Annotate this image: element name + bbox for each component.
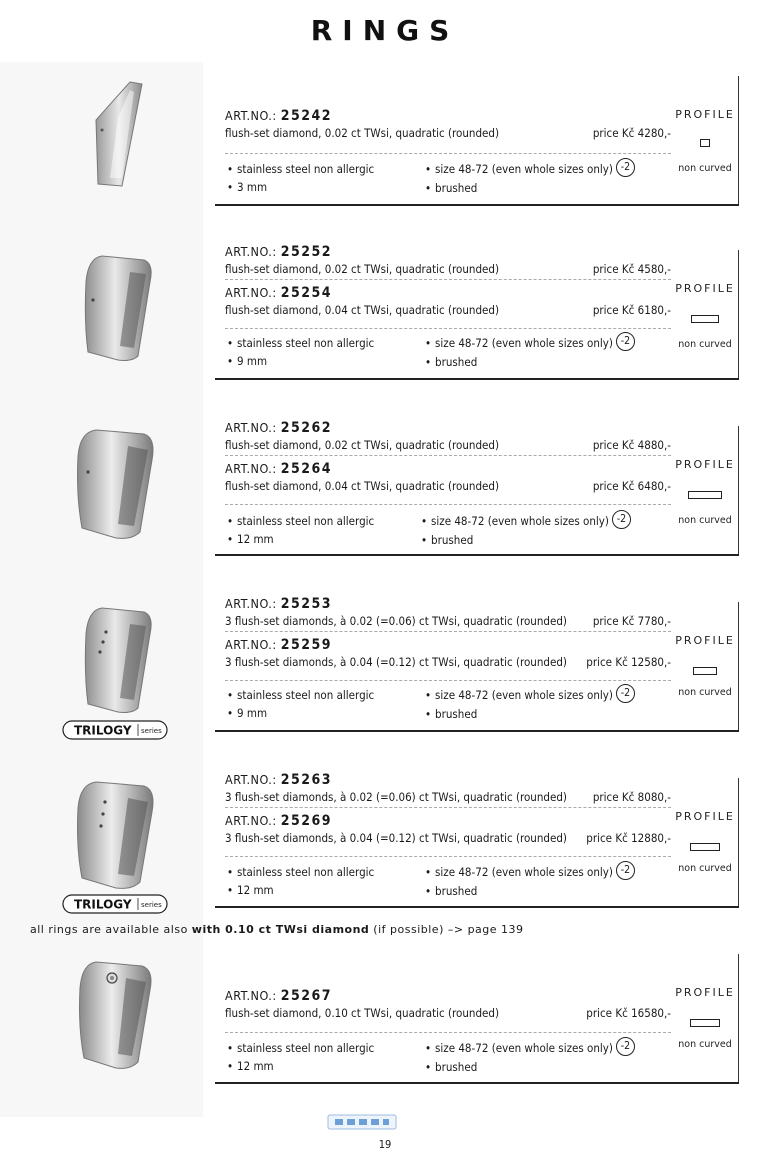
profile-label: PROFILE xyxy=(675,282,735,295)
size-minus-two-mark: -2 xyxy=(616,1037,635,1056)
feature-material: stainless steel non allergic xyxy=(237,162,375,176)
art-no-label: ART.NO.: xyxy=(225,244,277,259)
art-no-label: ART.NO.: xyxy=(225,772,277,787)
article-number: 25253 xyxy=(280,596,333,612)
profile-note: non curved xyxy=(678,515,732,526)
article-price: price Kč 7780,- xyxy=(592,614,671,628)
article-description: flush-set diamond, 0.02 ct TWsi, quadratic (rounded) xyxy=(225,438,500,452)
article-price: price Kč 8080,- xyxy=(592,790,671,804)
feature-width: 3 mm xyxy=(237,180,268,194)
art-no-label: ART.NO.: xyxy=(225,461,277,476)
page-title: RINGS xyxy=(310,14,460,47)
feature-size: size 48-72 (even whole sizes only) xyxy=(435,336,613,350)
product-block-25262: ART.NO.: 25262 flush-set diamond, 0.02 ct TWsi, quadratic (rounded) price Kč 4880,- ART.NO.: 25264 flush-set diamond, 0.04 ct TWsi, quadratic (rounded) price Kč 6480,- • stainless steel non allergic • 12 mm • size 48-72 (even whole sizes only) -2 • brushed PROFILE non curved xyxy=(215,426,739,558)
feature-width: 12 mm xyxy=(237,1059,274,1073)
article-description: flush-set diamond, 0.02 ct TWsi, quadratic (rounded) xyxy=(225,262,500,276)
profile-shape xyxy=(693,667,717,675)
svg-text:TRILOGY: TRILOGY xyxy=(74,897,132,912)
article-number: 25254 xyxy=(280,285,333,301)
art-no-label: ART.NO.: xyxy=(225,420,277,435)
product-block-25267: ART.NO.: 25267 flush-set diamond, 0.10 ct TWsi, quadratic (rounded) price Kč 16580,- • stainless steel non allergic • 12 mm • size 48-72 (even whole sizes only) -2 • brushed PROFILE non curved xyxy=(215,954,739,1086)
profile-label: PROFILE xyxy=(675,810,735,823)
article-price: price Kč 16580,- xyxy=(586,1006,671,1020)
profile-shape xyxy=(700,139,710,147)
article-price: price Kč 6180,- xyxy=(592,303,671,317)
feature-material: stainless steel non allergic xyxy=(237,688,375,702)
feature-width: 12 mm xyxy=(237,532,274,546)
ring-image-25263 xyxy=(74,778,158,892)
article-number: 25264 xyxy=(280,461,333,477)
ring-image-25262 xyxy=(74,426,158,542)
feature-material: stainless steel non allergic xyxy=(237,336,375,350)
product-block-25253: ART.NO.: 25253 3 flush-set diamonds, à 0.02 (=0.06) ct TWsi, quadratic (rounded) price Kč 7780,- ART.NO.: 25259 3 flush-set diamonds, à 0.04 (=0.12) ct TWsi, quadratic (rounded) price Kč 12580,- • stainless steel non allergic • 9 mm • size 48-72 (even whole sizes only) -2 • brushed PROFILE non curved xyxy=(215,602,739,734)
article-price: price Kč 4280,- xyxy=(592,126,671,140)
feature-finish: brushed xyxy=(431,533,474,547)
article-number: 25269 xyxy=(280,813,333,829)
svg-text:TRILOGY: TRILOGY xyxy=(74,723,132,738)
page-number: 19 xyxy=(378,1138,392,1151)
availability-note: all rings are available also with 0.10 ct TWsi diamond (if possible) –> page 139 xyxy=(30,923,524,936)
page-indicator-icon xyxy=(327,1112,397,1132)
size-minus-two-mark: -2 xyxy=(616,861,635,880)
art-no-label: ART.NO.: xyxy=(225,637,277,652)
profile-note: non curved xyxy=(678,687,732,698)
feature-finish: brushed xyxy=(435,884,478,898)
profile-note: non curved xyxy=(678,1039,732,1050)
article-number: 25242 xyxy=(280,108,333,124)
feature-size: size 48-72 (even whole sizes only) xyxy=(435,865,613,879)
size-minus-two-mark: -2 xyxy=(616,158,635,177)
feature-width: 9 mm xyxy=(237,354,268,368)
profile-note: non curved xyxy=(678,863,732,874)
profile-shape xyxy=(688,491,722,499)
article-number: 25263 xyxy=(280,772,333,788)
profile-note: non curved xyxy=(678,339,732,350)
profile-shape xyxy=(690,843,720,851)
size-minus-two-mark: -2 xyxy=(612,510,631,529)
article-number: 25267 xyxy=(280,988,333,1004)
article-description: 3 flush-set diamonds, à 0.04 (=0.12) ct TWsi, quadratic (rounded) xyxy=(225,655,567,669)
ring-image-25252 xyxy=(82,252,157,364)
article-description: flush-set diamond, 0.04 ct TWsi, quadratic (rounded) xyxy=(225,479,500,493)
article-number: 25262 xyxy=(280,420,333,436)
profile-shape xyxy=(690,1019,720,1027)
profile-label: PROFILE xyxy=(675,634,735,647)
product-block-25242: ART.NO.: 25242 flush-set diamond, 0.02 ct TWsi, quadratic (rounded) price Kč 4280,- • stainless steel non allergic • 3 mm • size 48-72 (even whole sizes only) -2 • brushed PROFILE non curved xyxy=(215,76,739,206)
product-block-25252: ART.NO.: 25252 flush-set diamond, 0.02 ct TWsi, quadratic (rounded) price Kč 4580,- ART.NO.: 25254 flush-set diamond, 0.04 ct TWsi, quadratic (rounded) price Kč 6180,- • stainless steel non allergic • 9 mm • size 48-72 (even whole sizes only) -2 • brushed PROFILE non curved xyxy=(215,250,739,382)
profile-note: non curved xyxy=(678,163,732,174)
feature-material: stainless steel non allergic xyxy=(237,865,375,879)
feature-size: size 48-72 (even whole sizes only) xyxy=(435,1041,613,1055)
article-description: flush-set diamond, 0.02 ct TWsi, quadratic (rounded) xyxy=(225,126,500,140)
svg-text:series: series xyxy=(141,727,162,735)
feature-size: size 48-72 (even whole sizes only) xyxy=(431,514,609,528)
product-block-25263: ART.NO.: 25263 3 flush-set diamonds, à 0.02 (=0.06) ct TWsi, quadratic (rounded) price Kč 8080,- ART.NO.: 25269 3 flush-set diamonds, à 0.04 (=0.12) ct TWsi, quadratic (rounded) price Kč 12880,- • stainless steel non allergic • 12 mm • size 48-72 (even whole sizes only) -2 • brushed PROFILE non curved xyxy=(215,778,739,910)
art-no-label: ART.NO.: xyxy=(225,813,277,828)
article-description: 3 flush-set diamonds, à 0.02 (=0.06) ct TWsi, quadratic (rounded) xyxy=(225,790,567,804)
profile-shape xyxy=(691,315,719,323)
ring-image-25242 xyxy=(92,78,147,190)
art-no-label: ART.NO.: xyxy=(225,596,277,611)
feature-width: 9 mm xyxy=(237,706,268,720)
trilogy-series-logo xyxy=(62,720,168,740)
profile-label: PROFILE xyxy=(675,986,735,999)
svg-text:series: series xyxy=(141,901,162,909)
profile-label: PROFILE xyxy=(675,458,735,471)
profile-label: PROFILE xyxy=(675,108,735,121)
feature-finish: brushed xyxy=(435,355,478,369)
article-price: price Kč 12580,- xyxy=(586,655,671,669)
size-minus-two-mark: -2 xyxy=(616,332,635,351)
article-description: flush-set diamond, 0.04 ct TWsi, quadratic (rounded) xyxy=(225,303,500,317)
size-minus-two-mark: -2 xyxy=(616,684,635,703)
feature-finish: brushed xyxy=(435,707,478,721)
art-no-label: ART.NO.: xyxy=(225,988,277,1003)
art-no-label: ART.NO.: xyxy=(225,285,277,300)
feature-width: 12 mm xyxy=(237,883,274,897)
ring-image-25253 xyxy=(82,604,157,716)
article-price: price Kč 4580,- xyxy=(592,262,671,276)
feature-material: stainless steel non allergic xyxy=(237,514,375,528)
article-description: flush-set diamond, 0.10 ct TWsi, quadratic (rounded) xyxy=(225,1006,500,1020)
feature-size: size 48-72 (even whole sizes only) xyxy=(435,162,613,176)
feature-material: stainless steel non allergic xyxy=(237,1041,375,1055)
ring-image-25267 xyxy=(76,958,156,1072)
article-price: price Kč 6480,- xyxy=(592,479,671,493)
article-price: price Kč 4880,- xyxy=(592,438,671,452)
feature-size: size 48-72 (even whole sizes only) xyxy=(435,688,613,702)
article-description: 3 flush-set diamonds, à 0.02 (=0.06) ct TWsi, quadratic (rounded) xyxy=(225,614,567,628)
article-price: price Kč 12880,- xyxy=(586,831,671,845)
feature-finish: brushed xyxy=(435,181,478,195)
trilogy-series-logo xyxy=(62,894,168,914)
article-number: 25259 xyxy=(280,637,333,653)
art-no-label: ART.NO.: xyxy=(225,108,277,123)
article-description: 3 flush-set diamonds, à 0.04 (=0.12) ct TWsi, quadratic (rounded) xyxy=(225,831,567,845)
article-number: 25252 xyxy=(280,244,333,260)
feature-finish: brushed xyxy=(435,1060,478,1074)
